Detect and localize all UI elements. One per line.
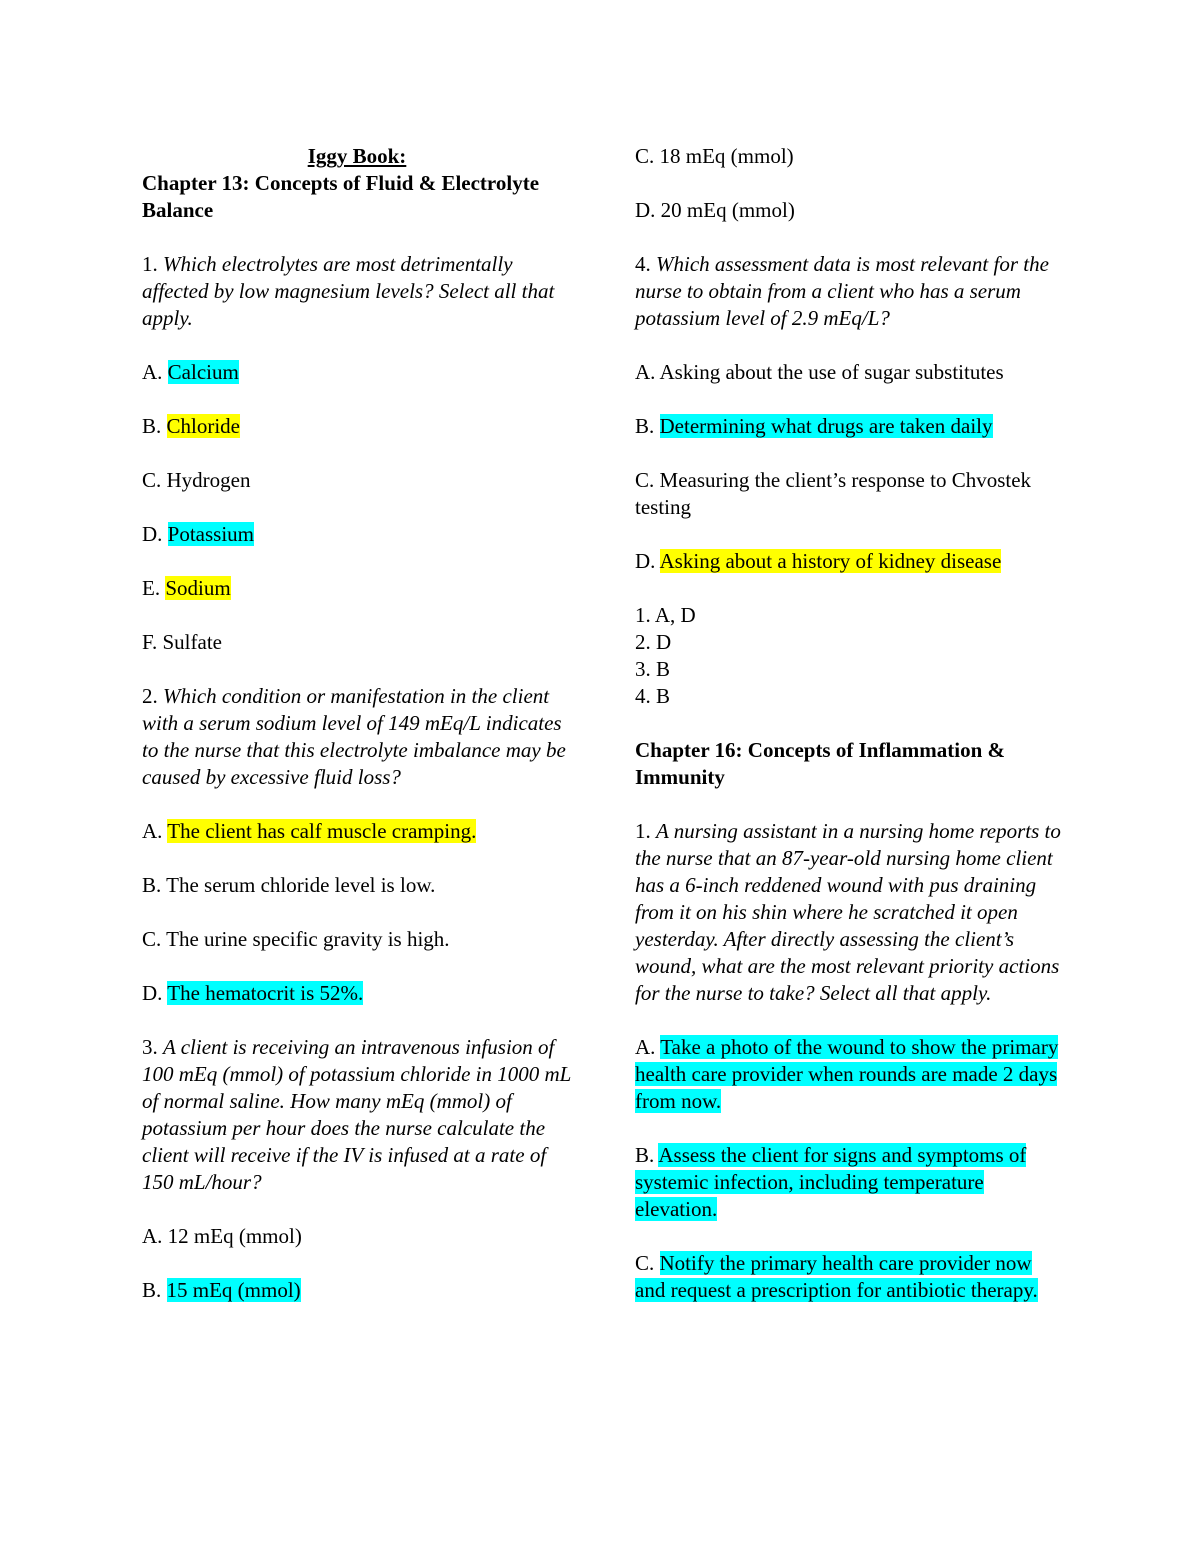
option-13-2-b bbox=[142, 872, 572, 899]
option-letter: B. bbox=[142, 1278, 162, 1302]
option-text: Determining what drugs are taken daily bbox=[659, 414, 993, 438]
question-number: 3. bbox=[142, 1035, 158, 1059]
option-13-3-d bbox=[635, 197, 1065, 224]
left-column bbox=[142, 143, 572, 1331]
question-13-2 bbox=[142, 683, 572, 791]
option-letter: F. bbox=[142, 630, 158, 654]
option-letter: D. bbox=[635, 549, 656, 573]
option-text: 20 mEq (mmol) bbox=[660, 198, 795, 222]
option-text: The hematocrit is 52%. bbox=[167, 981, 364, 1005]
answer-key-item: 3. B bbox=[635, 657, 671, 681]
answer-key-item: 2. D bbox=[635, 630, 672, 654]
answer-key bbox=[635, 602, 1065, 710]
option-letter: B. bbox=[635, 1143, 655, 1167]
option-letter: A. bbox=[142, 819, 163, 843]
option-letter: A. bbox=[635, 360, 656, 384]
option-13-1-e bbox=[142, 575, 572, 602]
option-letter: B. bbox=[142, 873, 162, 897]
option-text: Potassium bbox=[167, 522, 255, 546]
option-text: Assess the client for signs and symptoms of systemic infection, including temperature elevation. bbox=[635, 1143, 1027, 1221]
option-13-3-b bbox=[142, 1277, 572, 1304]
option-13-3-c bbox=[635, 143, 1065, 170]
question-text: Which electrolytes are most detrimentally affected by low magnesium levels? Select all that apply. bbox=[142, 252, 555, 330]
option-text: Take a photo of the wound to show the primary health care provider when rounds are made 2 days from now. bbox=[635, 1035, 1059, 1113]
option-13-1-c bbox=[142, 467, 572, 494]
answer-key-item: 4. B bbox=[635, 684, 671, 708]
question-13-1 bbox=[142, 251, 572, 332]
question-13-4 bbox=[635, 251, 1065, 332]
option-13-1-b bbox=[142, 413, 572, 440]
option-letter: E. bbox=[142, 576, 161, 600]
option-text: The serum chloride level is low. bbox=[166, 873, 436, 897]
question-13-3 bbox=[142, 1034, 572, 1196]
option-text: The urine specific gravity is high. bbox=[166, 927, 450, 951]
option-text: Hydrogen bbox=[166, 468, 251, 492]
option-text: Measuring the client’s response to Chvostek testing bbox=[635, 468, 1032, 519]
document-title: Iggy Book: bbox=[307, 144, 407, 168]
chapter-16-heading: Chapter 16: Concepts of Inflammation & Immunity bbox=[635, 738, 1006, 789]
option-letter: B. bbox=[635, 414, 655, 438]
option-13-3-a bbox=[142, 1223, 572, 1250]
option-letter: C. bbox=[635, 144, 655, 168]
option-13-1-f bbox=[142, 629, 572, 656]
option-letter: C. bbox=[142, 468, 162, 492]
option-13-4-a bbox=[635, 359, 1065, 386]
option-text: Sulfate bbox=[162, 630, 222, 654]
question-text: Which condition or manifestation in the client with a serum sodium level of 149 mEq/L indicates to the nurse that this electrolyte imbalance may be caused by excessive fluid loss? bbox=[142, 684, 566, 789]
option-letter: C. bbox=[142, 927, 162, 951]
option-letter: A. bbox=[635, 1035, 656, 1059]
option-13-1-a bbox=[142, 359, 572, 386]
option-letter: C. bbox=[635, 1251, 655, 1275]
option-text: Calcium bbox=[167, 360, 239, 384]
option-13-4-d bbox=[635, 548, 1065, 575]
option-13-2-c bbox=[142, 926, 572, 953]
question-text: A nursing assistant in a nursing home reports to the nurse that an 87-year-old nursing home client has a 6-inch reddened wound with pus draining from it on his shin where he scratched it open yesterday. After directly assessing the client’s wound, what are the most relevant priority actions for the nurse to take? Select all that apply. bbox=[635, 819, 1061, 1005]
option-16-1-c bbox=[635, 1250, 1065, 1304]
option-letter: A. bbox=[142, 360, 163, 384]
option-13-2-a bbox=[142, 818, 572, 845]
option-16-1-b bbox=[635, 1142, 1065, 1223]
option-letter: D. bbox=[142, 522, 163, 546]
option-13-4-c bbox=[635, 467, 1065, 521]
option-letter: D. bbox=[142, 981, 163, 1005]
option-text: Notify the primary health care provider now and request a prescription for antibiotic therapy. bbox=[635, 1251, 1038, 1302]
question-number: 1. bbox=[142, 252, 158, 276]
option-text: Asking about a history of kidney disease bbox=[659, 549, 1002, 573]
option-text: The client has calf muscle cramping. bbox=[167, 819, 477, 843]
option-text: 12 mEq (mmol) bbox=[167, 1224, 302, 1248]
option-letter: A. bbox=[142, 1224, 163, 1248]
option-letter: D. bbox=[635, 198, 656, 222]
option-13-4-b bbox=[635, 413, 1065, 440]
question-number: 4. bbox=[635, 252, 651, 276]
option-letter: B. bbox=[142, 414, 162, 438]
option-text: Chloride bbox=[166, 414, 241, 438]
chapter-13-heading: Chapter 13: Concepts of Fluid & Electrolyte Balance bbox=[142, 171, 540, 222]
right-column bbox=[635, 143, 1065, 1331]
option-13-1-d bbox=[142, 521, 572, 548]
question-number: 1. bbox=[635, 819, 651, 843]
question-16-1 bbox=[635, 818, 1065, 1007]
question-text: Which assessment data is most relevant for the nurse to obtain from a client who has a serum potassium level of 2.9 mEq/L? bbox=[635, 252, 1049, 330]
option-13-2-d bbox=[142, 980, 572, 1007]
option-16-1-a bbox=[635, 1034, 1065, 1115]
option-text: 18 mEq (mmol) bbox=[659, 144, 794, 168]
option-letter: C. bbox=[635, 468, 655, 492]
question-number: 2. bbox=[142, 684, 158, 708]
question-text: A client is receiving an intravenous infusion of 100 mEq (mmol) of potassium chloride in 1000 mL of normal saline. How many mEq (mmol) of potassium per hour does the nurse calculate the client will receive if the IV is infused at a rate of 150 mL/hour? bbox=[142, 1035, 571, 1194]
option-text: Asking about the use of sugar substitutes bbox=[659, 360, 1004, 384]
option-text: Sodium bbox=[165, 576, 231, 600]
option-text: 15 mEq (mmol) bbox=[166, 1278, 301, 1302]
answer-key-item: 1. A, D bbox=[635, 603, 696, 627]
